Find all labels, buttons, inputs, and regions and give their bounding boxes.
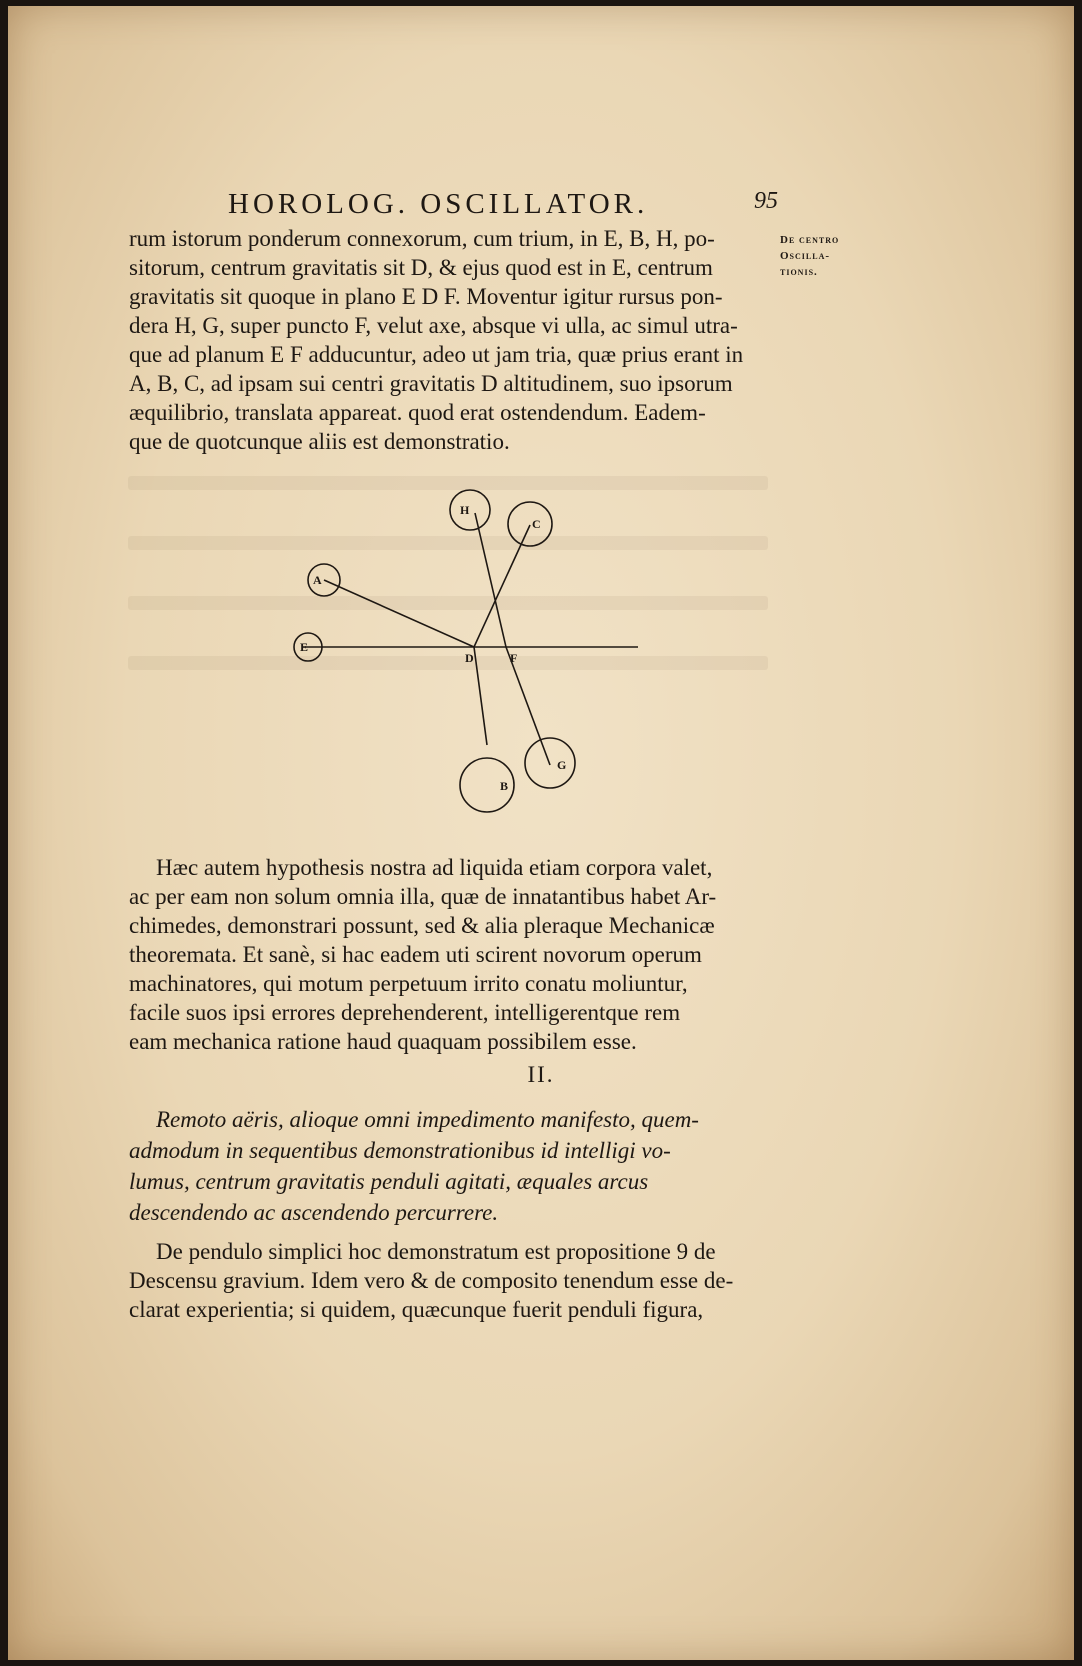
text-line: chimedes, demonstrari possunt, sed & alia pleraque Mechanicæ [129, 913, 715, 938]
rod-d-b [474, 647, 487, 745]
running-head: HOROLOG. OSCILLATOR. [228, 188, 649, 220]
text-line: Hæc autem hypothesis nostra ad liquida etiam corpora valet, [156, 855, 713, 880]
text-line: ac per eam non solum omnia illa, quæ de innatantibus habet Ar- [129, 884, 717, 909]
margin-note-line: tionis. [780, 266, 818, 278]
text-line: clarat experientia; si quidem, quæcunque fuerit penduli figura, [129, 1297, 704, 1322]
text-line: lumus, centrum gravitatis penduli agitati, æquales arcus [129, 1169, 649, 1194]
text-line: admodum in sequentibus demonstrationibus id intelligi vo- [129, 1138, 671, 1163]
text-line: sitorum, centrum gravitatis sit D, & ejus quod est in E, centrum [129, 255, 713, 280]
weight-c [508, 502, 552, 546]
label-c: C [532, 517, 541, 531]
text-line: eam mechanica ratione haud quaquam possibilem esse. [129, 1029, 637, 1054]
section-number: II. [527, 1062, 555, 1087]
page-header [228, 188, 788, 224]
text-line: facile suos ipsi errores deprehenderent, intelligerentque rem [129, 1000, 681, 1025]
margin-note [780, 232, 880, 280]
label-g: G [557, 758, 567, 772]
text-line: gravitatis sit quoque in plano E D F. Moventur igitur rursus pon- [129, 284, 723, 309]
text-line: machinatores, qui motum perpetuum irrito conatu moliuntur, [129, 971, 688, 996]
text-line: que de quotcunque aliis est demonstratio. [129, 429, 510, 454]
label-h: H [460, 503, 470, 517]
text-line: De pendulo simplici hoc demonstratum est propositione 9 de [156, 1239, 716, 1264]
text-line: Remoto aëris, alioque omni impedimento manifesto, quem- [156, 1107, 699, 1132]
rod-f-h [475, 513, 506, 647]
pendulum-figure [280, 480, 660, 825]
text-line: Descensu gravium. Idem vero & de composito tenendum esse de- [129, 1268, 734, 1293]
text-line: rum istorum ponderum connexorum, cum trium, in E, B, H, po- [129, 226, 715, 251]
figure-drawing [280, 480, 660, 825]
label-b: B [500, 779, 509, 793]
label-f: F [510, 651, 518, 665]
text-line: descendendo ac ascendendo percurrere. [129, 1200, 499, 1225]
text-line: que ad planum E F adducuntur, adeo ut jam tria, quæ prius erant in [129, 342, 744, 367]
page-number: 95 [754, 188, 778, 214]
margin-note-line: De centro [780, 234, 840, 246]
label-e: E [300, 640, 309, 654]
label-a: A [313, 573, 322, 587]
label-d: D [465, 651, 474, 665]
margin-note-line: Oscilla- [780, 250, 831, 262]
text-line: dera H, G, super puncto F, velut axe, absque vi ulla, ac simul utra- [129, 313, 738, 338]
text-line: æquilibrio, translata appareat. quod erat ostendendum. Eadem- [129, 400, 706, 425]
rod-d-a [324, 580, 474, 647]
text-line: theoremata. Et sanè, si hac eadem uti scirent novorum operum [129, 942, 702, 967]
text-line: A, B, C, ad ipsam sui centri gravitatis D altitudinem, suo ipsorum [129, 371, 733, 396]
weight-h [450, 490, 490, 530]
